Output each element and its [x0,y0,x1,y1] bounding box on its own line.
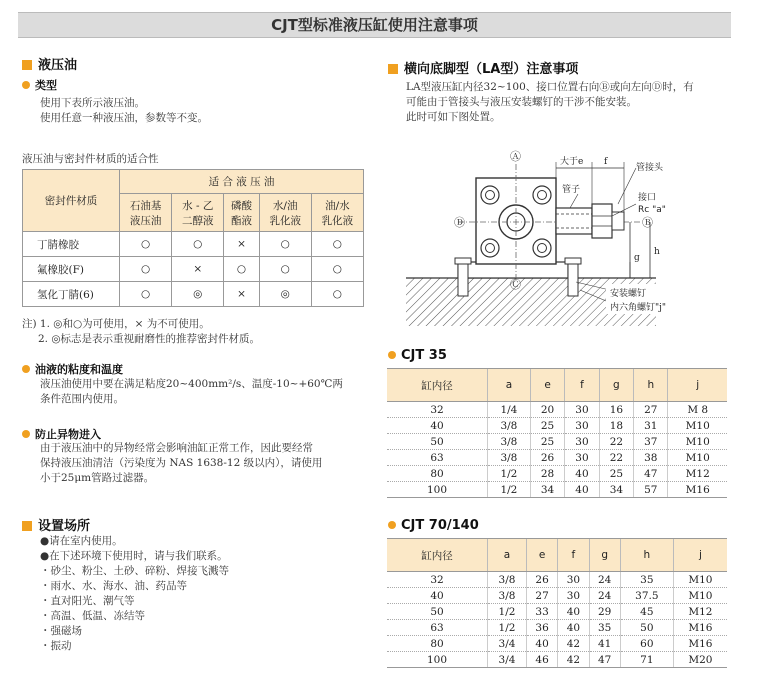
la-heading: 横向底脚型（LA型）注意事项 [388,58,578,77]
table-notes: 注) 1. ◎和○为可使用，× 为不可使用。 2. ◎标志是表示重视耐磨性的推荐密封件材质。 [22,318,261,345]
table-row: 丁腈橡胶 ○ ○ × ○ ○ [23,232,364,257]
oil-compat-table [22,169,364,307]
table-row: 32 3/8 26 30 24 35 M10 [387,572,727,588]
column-header: 水 - 乙 二醇液 [172,194,224,232]
oil-heading: 液压油 [22,54,77,73]
table-row: 63 1/2 36 40 35 50 M16 [387,620,727,636]
square-bullet-icon [22,60,32,70]
foreign-heading: 防止异物进入 [22,426,101,442]
la-text: LA型液压缸内径32~100、接口位置右向Ⓑ或向左向Ⓓ时，有 可能由于管接头与液压安装螺钉的干涉不能安装。 此时可如下图处置。 [406,81,694,123]
cjt70-table: 缸内径 a e f g h j 32 3/8 26 30 24 35 M10 40 3/8 27 30 24 37.5 M10 50 1/2 33 40 29 45 M12 63 1/2 36 40 35 50 M16 80 3/4 40 42 41 60 M16 100 3/4 46 42 47 71 M20 [387,538,727,668]
label-rc: Rc "a" [638,205,666,215]
title-bar [18,12,731,38]
table-row: 50 1/2 33 40 29 45 M12 [387,604,727,620]
cjt35-heading: CJT 35 [388,348,447,363]
column-header: 磷酸 酯液 [224,194,259,232]
cjt70-heading: CJT 70/140 [388,518,479,533]
column-header: 水/油 乳化液 [259,194,311,232]
table-row: 100 1/2 34 40 34 57 M16 [387,482,727,498]
dim-h: h [654,247,660,257]
table-row: 80 1/2 28 40 25 47 M12 [387,466,727,482]
viscosity-heading: 油液的粘度和温度 [22,361,123,377]
label-a: Ⓐ [510,150,521,163]
table-row: 氟橡胶(F) ○ × ○ ○ ○ [23,257,364,282]
pipe-joint [592,204,612,238]
table-row: 100 3/4 46 42 47 71 M20 [387,652,727,668]
table-row: 32 1/4 20 30 16 27 M 8 [387,402,727,418]
square-bullet-icon [388,64,398,74]
foreign-text: 由于液压油中的异物经常会影响油缸正常工作，因此要经常 保持液压油清洁（污染度为 NAS 1638-12 级以内），请使用 小于25μm管路过滤器。 [40,442,323,484]
dim-greater-e: 大于e [560,157,584,167]
table-row: 50 3/8 25 30 22 37 M10 [387,434,727,450]
dim-g: g [634,253,640,263]
dot-bullet-icon [22,430,30,438]
label-c: Ⓒ [510,278,521,291]
dot-bullet-icon [388,521,396,529]
label-b: Ⓑ [642,216,653,229]
la-mounting-diagram [398,150,698,330]
install-heading: 设置场所 [22,515,90,534]
label-pipe: 管子 [562,185,581,195]
label-port: 接口 [638,193,657,203]
cjt35-table: 缸内径 a e f g h j 32 1/4 20 30 16 27 M 8 40 3/8 25 30 18 31 M10 50 3/8 25 30 22 37 M10 63 3/8 26 30 22 38 M10 80 1/2 28 40 25 47 M12 100 1/2 34 40 34 57 M16 [387,368,727,498]
table-row: 40 3/8 25 30 18 31 M10 [387,418,727,434]
table-row: 氢化丁腈(6) ○ ◎ × ◎ ○ [23,282,364,307]
label-pipe-joint: 管接头 [636,163,664,173]
install-text: ●请在室内使用。 ●在下述环境下使用时，请与我们联系。 ・砂尘、粉尘、土砂、碎粉、焊接飞溅等 ・雨水、水、海水、油、药品等 ・直对阳光、潮气等 ・高温、低温、冻结等 ・强磁场 ・振动 [40,535,229,652]
group-header: 适 合 液 压 油 [120,170,364,194]
column-header: 油/水 乳化液 [311,194,363,232]
table-row: 63 3/8 26 30 22 38 M10 [387,450,727,466]
table-row: 80 3/4 40 42 41 60 M16 [387,636,727,652]
seal-header: 密封件材质 [23,170,120,232]
square-bullet-icon [22,521,32,531]
dim-f: f [604,157,608,167]
type-text: 使用下表所示液压油。 使用任意一种液压油，参数等不变。 [40,97,208,124]
label-d: Ⓓ [454,216,465,229]
dot-bullet-icon [22,81,30,89]
column-header: 石油基 液压油 [120,194,172,232]
viscosity-text: 液压油使用中要在满足粘度20~400mm²/s、温度-10~+60℃两 条件范围内使用。 [40,378,343,405]
dot-bullet-icon [22,365,30,373]
table-caption: 液压油与密封件材质的适合性 [22,153,159,165]
pipe [556,208,592,234]
dot-bullet-icon [388,351,396,359]
label-hex-screw: 内六角螺钉"j" [610,303,667,313]
type-subheading: 类型 [22,77,57,93]
label-mount-screw: 安装螺钉 [610,289,647,299]
table-row: 40 3/8 27 30 24 37.5 M10 [387,588,727,604]
page-title: CJT型标准液压缸使用注意事项 [271,16,478,34]
